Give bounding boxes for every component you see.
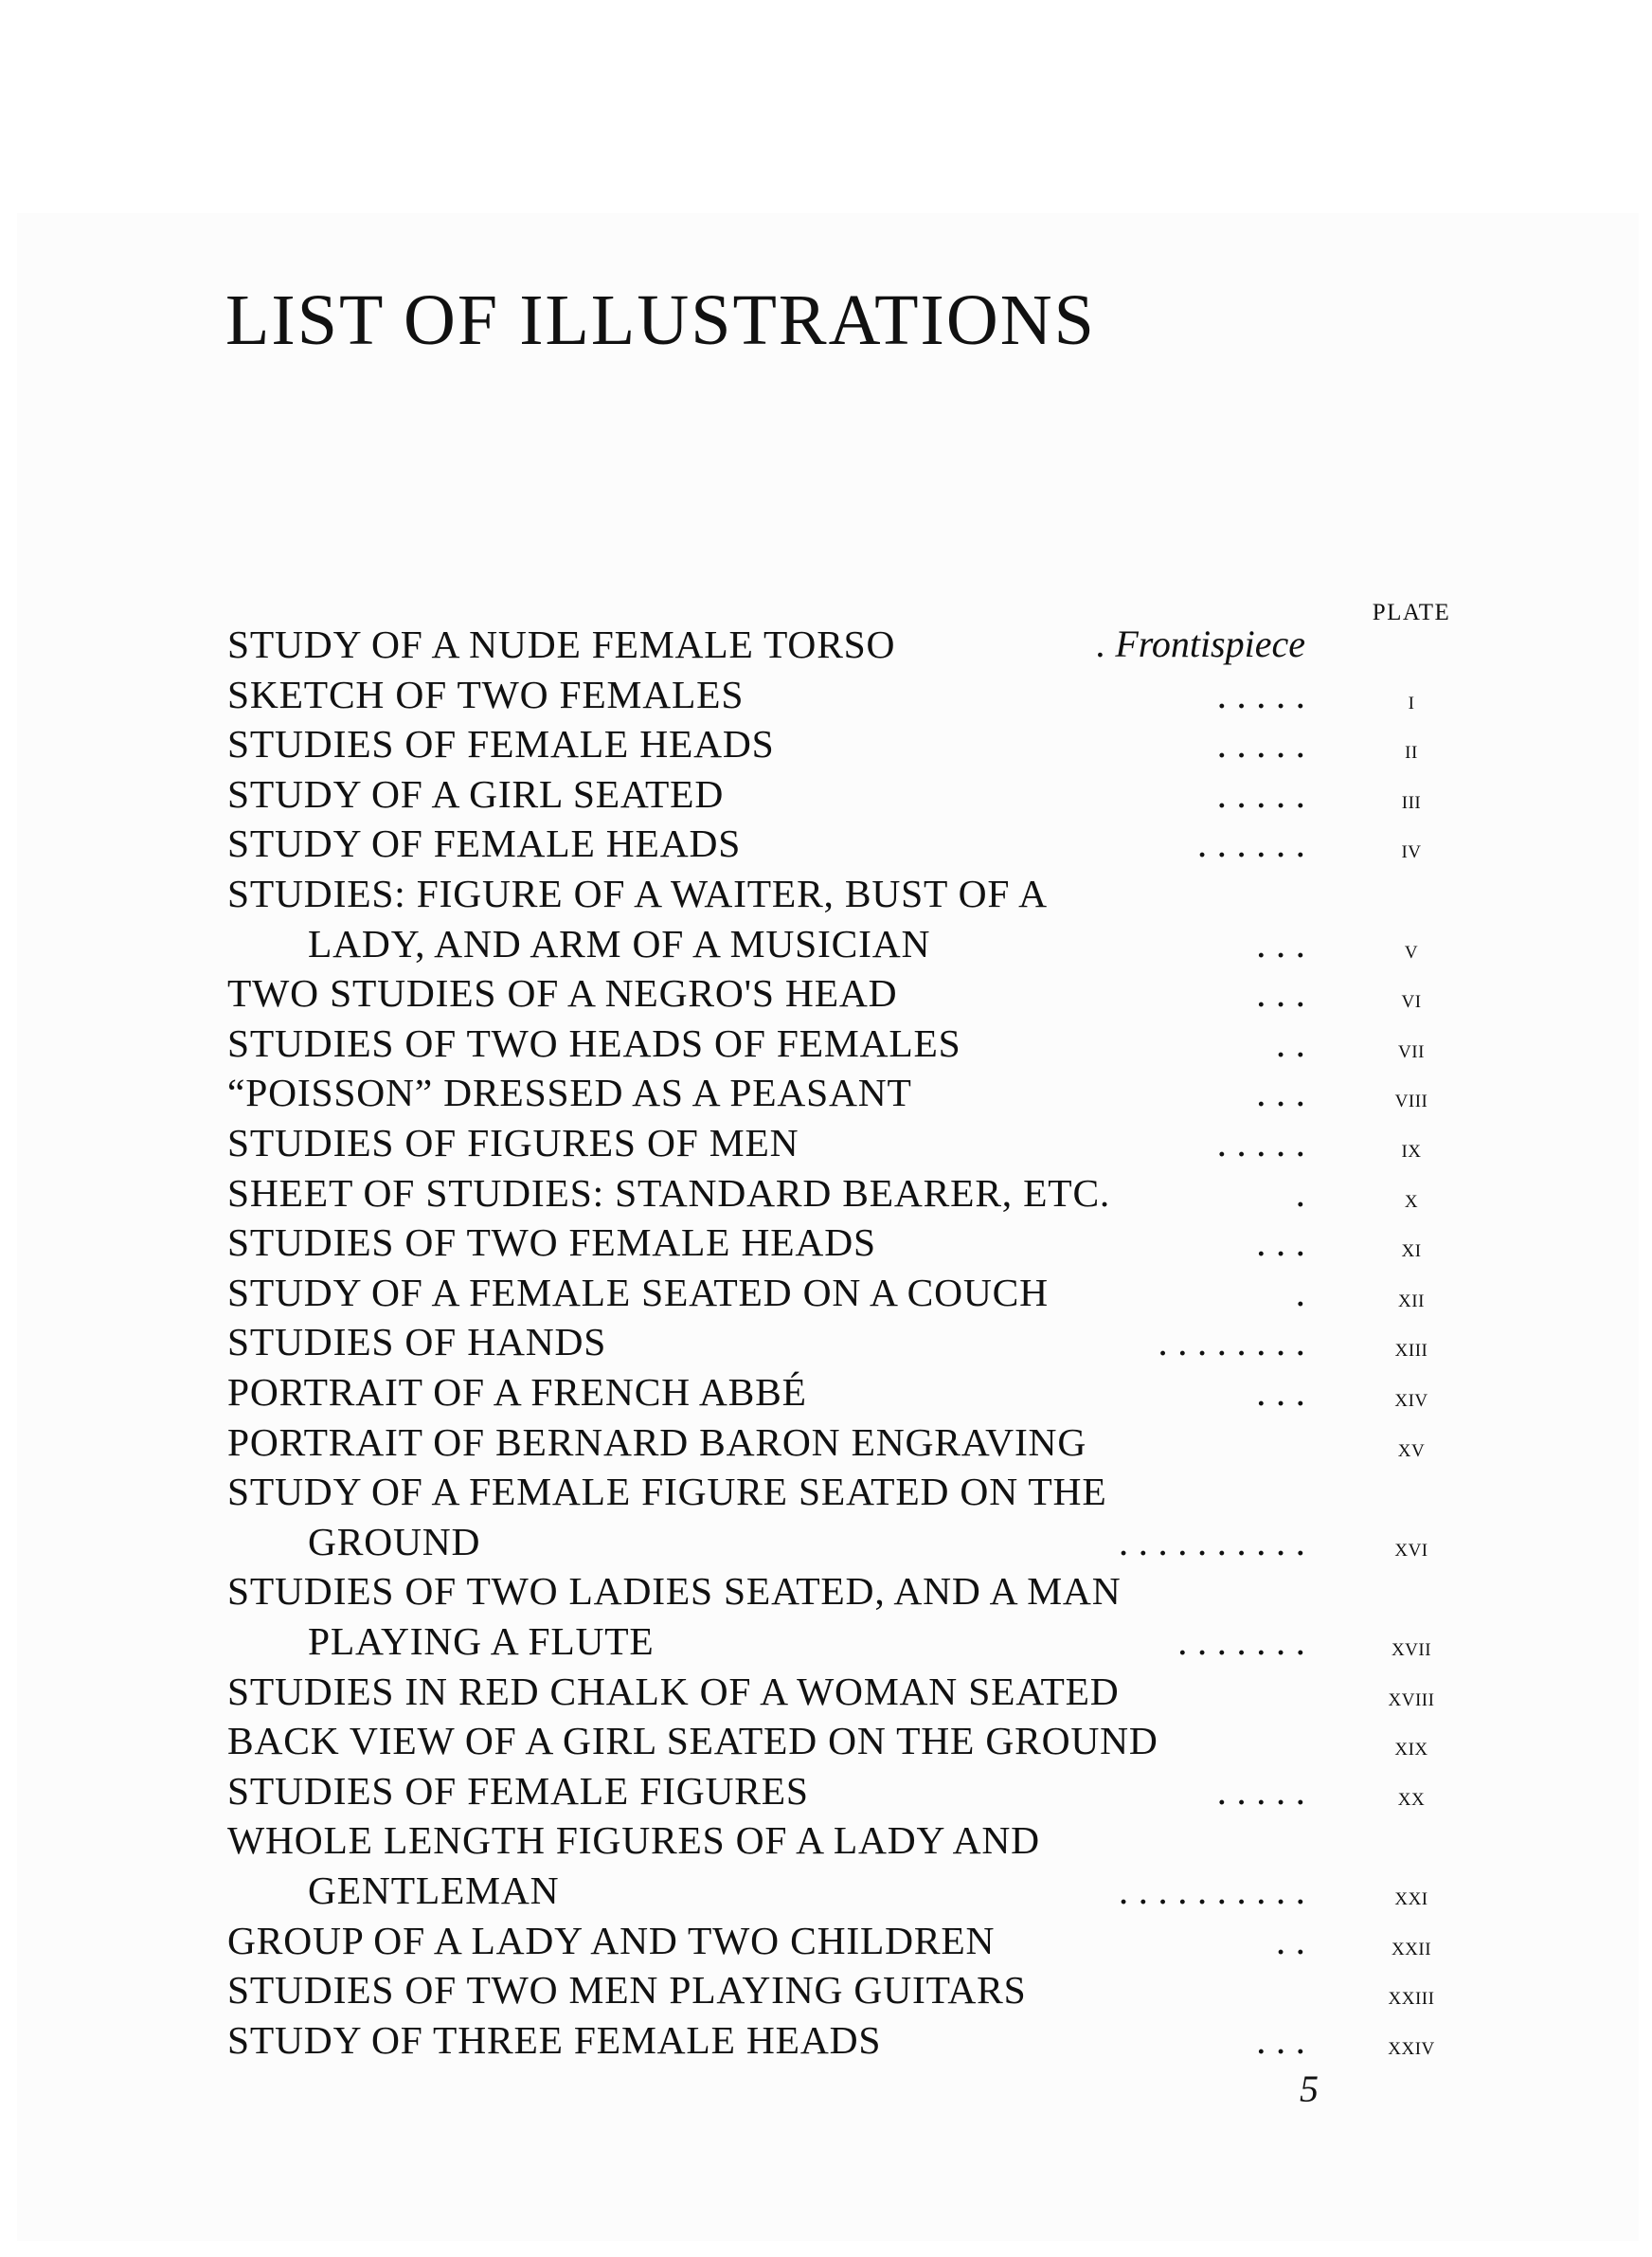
list-item [0, 1767, 1652, 1815]
plate-number: iii [1401, 785, 1422, 814]
illustration-title: GROUND [308, 1519, 481, 1563]
list-item [0, 1020, 1652, 1067]
dot-leader: . [1295, 1270, 1305, 1314]
dot-leader: . . . . . [1216, 771, 1305, 816]
illustration-title: STUDIES OF FEMALE HEADS [227, 722, 775, 767]
dot-leader: . . . . . [1216, 722, 1305, 767]
illustration-title: STUDIES OF FIGURES OF MEN [227, 1121, 799, 1165]
dot-leader: . . . . . . . [1177, 1619, 1305, 1663]
list-item [0, 1816, 1652, 1864]
plate-number: x [1404, 1183, 1419, 1213]
list-item [0, 770, 1652, 818]
dot-leader: . . . . . [1216, 1121, 1305, 1165]
plate-number: iv [1401, 835, 1422, 864]
dot-leader: . . . [1256, 1071, 1305, 1115]
list-item [0, 621, 1652, 668]
plate-number: xix [1394, 1732, 1428, 1761]
plate-number: xvii [1391, 1633, 1432, 1661]
illustration-title: PORTRAIT OF A FRENCH ABBÉ [227, 1370, 807, 1414]
list-item [0, 1169, 1652, 1217]
list-item [0, 1318, 1652, 1365]
plate-number: xxiii [1388, 1981, 1435, 2011]
list-item [0, 1966, 1652, 2013]
list-item [0, 1269, 1652, 1316]
dot-leader: . . [1275, 1918, 1305, 1962]
list-item-continuation [0, 1518, 1652, 1565]
dot-leader: . Frontispiece [1096, 623, 1305, 665]
illustration-title: GENTLEMAN [308, 1869, 560, 1912]
plate-number: ix [1401, 1134, 1422, 1163]
illustration-title: BACK VIEW OF A GIRL SEATED ON THE GROUND [227, 1719, 1158, 1763]
plate-number: v [1404, 934, 1419, 964]
illustration-title: STUDIES IN RED CHALK OF A WOMAN SEATED [227, 1669, 1120, 1713]
list-item [0, 1069, 1652, 1116]
illustration-title: WHOLE LENGTH FIGURES OF A LADY AND [227, 1818, 1040, 1863]
illustration-title: STUDY OF THREE FEMALE HEADS [227, 2017, 882, 2062]
plate-number: xiv [1394, 1383, 1428, 1412]
illustration-title: STUDIES OF TWO LADIES SEATED, AND A MAN [227, 1569, 1122, 1614]
illustration-title: PORTRAIT OF BERNARD BARON ENGRAVING [227, 1419, 1087, 1464]
list-item [0, 2016, 1652, 2064]
dot-leader: . . . [1256, 921, 1305, 966]
dot-leader: . . [1275, 1020, 1305, 1065]
list-item [0, 671, 1652, 718]
list-item [0, 1717, 1652, 1764]
illustration-title: STUDIES OF TWO MEN PLAYING GUITARS [227, 1968, 1027, 2013]
dot-leader: . . . . . [1216, 672, 1305, 716]
list-item [0, 1368, 1652, 1416]
dot-leader: . . . [1256, 1220, 1305, 1265]
plate-number: viii [1394, 1084, 1428, 1113]
list-item [0, 969, 1652, 1017]
illustration-title: “POISSON” DRESSED AS A PEASANT [227, 1071, 912, 1115]
plate-number: ii [1405, 735, 1418, 765]
plate-number: xxi [1394, 1882, 1428, 1910]
dot-leader: . . . . . . [1196, 822, 1305, 866]
illustration-title: STUDIES OF FEMALE FIGURES [227, 1768, 809, 1813]
plate-number: vii [1398, 1034, 1425, 1063]
list-item [0, 870, 1652, 917]
list-item [0, 1668, 1652, 1715]
dot-leader: . . . . . . . . . . [1118, 1519, 1305, 1563]
list-item-continuation [0, 1867, 1652, 1914]
dot-leader: . . . [1256, 1370, 1305, 1414]
illustration-title: STUDIES OF TWO HEADS OF FEMALES [227, 1020, 961, 1065]
illustration-title: TWO STUDIES OF A NEGRO'S HEAD [227, 971, 898, 1016]
list-item [0, 1418, 1652, 1466]
illustration-title: GROUP OF A LADY AND TWO CHILDREN [227, 1918, 996, 1962]
page-title: LIST OF ILLUSTRATIONS [225, 280, 1096, 360]
list-item [0, 1917, 1652, 1964]
illustration-title: STUDY OF A GIRL SEATED [227, 771, 725, 816]
dot-leader: . . . . . [1216, 1768, 1305, 1813]
plate-number: xiii [1394, 1333, 1428, 1363]
illustration-title: STUDIES OF HANDS [227, 1320, 607, 1364]
list-item [0, 720, 1652, 767]
illustration-title: SKETCH OF TWO FEMALES [227, 672, 745, 716]
plate-number: xx [1397, 1781, 1426, 1811]
plate-number: xxii [1391, 1931, 1432, 1960]
illustration-title: STUDY OF FEMALE HEADS [227, 822, 742, 866]
plate-number: i [1408, 685, 1415, 714]
illustration-title: STUDY OF A NUDE FEMALE TORSO [227, 623, 896, 666]
plate-number: xv [1397, 1433, 1426, 1462]
illustration-title: STUDY OF A FEMALE SEATED ON A COUCH [227, 1270, 1049, 1314]
dot-leader: . . . . . . . . . . [1118, 1869, 1305, 1912]
list-item [0, 1567, 1652, 1615]
illustration-title: SHEET OF STUDIES: STANDARD BEARER, ETC. [227, 1170, 1111, 1215]
illustration-title: STUDIES: FIGURE OF A WAITER, BUST OF A [227, 872, 1048, 915]
page-number: 5 [1300, 2067, 1319, 2110]
dot-leader: . . . [1256, 2017, 1305, 2062]
plate-number: xii [1398, 1283, 1425, 1312]
plate-number: xi [1401, 1234, 1422, 1263]
dot-leader: . [1295, 1170, 1305, 1215]
list-item [0, 820, 1652, 867]
plate-number: vi [1401, 984, 1422, 1014]
illustration-title: STUDIES OF TWO FEMALE HEADS [227, 1220, 876, 1265]
dot-leader: . . . . . . . . [1158, 1320, 1305, 1364]
list-item-continuation [0, 1617, 1652, 1665]
illustration-title: STUDY OF A FEMALE FIGURE SEATED ON THE [227, 1470, 1107, 1514]
list-item [0, 1219, 1652, 1266]
dot-leader: . . . [1256, 971, 1305, 1016]
list-item [0, 1468, 1652, 1515]
illustration-title: PLAYING A FLUTE [308, 1619, 655, 1663]
list-item [0, 1119, 1652, 1166]
plate-number: xviii [1388, 1682, 1435, 1711]
plate-column-header: PLATE [1372, 600, 1451, 625]
illustration-title: LADY, AND ARM OF A MUSICIAN [308, 921, 931, 966]
list-item-continuation [0, 920, 1652, 967]
plate-number: xxiv [1388, 2031, 1435, 2060]
plate-number: xvi [1394, 1532, 1428, 1562]
